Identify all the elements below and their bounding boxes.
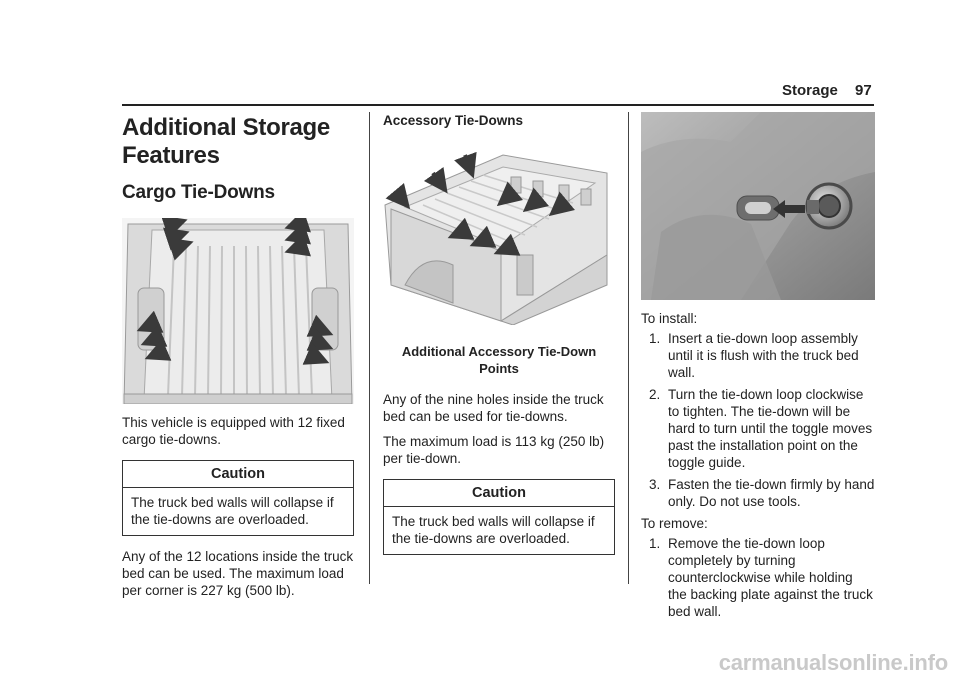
right-column: [641, 112, 875, 625]
figure-caption: Additional Accessory Tie-Down Points: [401, 344, 597, 376]
install-label: To install:: [641, 311, 698, 326]
remove-step: 1. Remove the tie-down loop completely by turning counterclockwise while holding the backing plate against the truck bed wall.: [649, 536, 873, 619]
install-steps: [641, 330, 875, 510]
caution-box: [383, 479, 615, 555]
tie-down-loop-closeup: [641, 112, 875, 300]
left-column: [122, 112, 354, 599]
caution-text: The truck bed walls will collapse if the tie-downs are overloaded.: [131, 495, 334, 527]
caution-title: Caution: [123, 461, 353, 488]
section-heading: Cargo Tie-Downs: [122, 182, 275, 203]
middle-column: [383, 112, 615, 555]
page-number: 97: [855, 82, 872, 99]
page-title: Additional Storage Features: [122, 114, 330, 169]
caution-box: [122, 460, 354, 536]
column-divider: [369, 112, 370, 584]
remove-steps: [641, 535, 875, 620]
page-header: [0, 82, 874, 102]
truck-bed-perspective: [383, 135, 615, 325]
accessory-bed-illustration: [383, 135, 615, 325]
install-step: 1. Insert a tie-down loop assembly until it is flush with the truck bed wall.: [649, 331, 859, 380]
section-title: Storage: [782, 82, 838, 99]
accessory-paragraph-1: Any of the nine holes inside the truck bed can be used for tie-downs.: [383, 392, 604, 424]
accessory-heading: Accessory Tie-Downs: [383, 113, 524, 128]
tie-down-photo: [641, 112, 875, 300]
caution-title: Caution: [384, 480, 614, 507]
header-rule: [122, 104, 874, 106]
body-paragraph: Any of the 12 locations inside the truck bed can be used. The maximum load per corner is 227 kg (500 lb).: [122, 549, 354, 598]
truck-bed-top-view: [122, 218, 354, 404]
install-step: 2. Turn the tie-down loop clockwise to tighten. The tie-down will be hard to turn until the toggle moves past the installation point on the toggle guide.: [649, 387, 873, 470]
cargo-bed-illustration: [122, 218, 354, 404]
column-divider: [628, 112, 629, 584]
accessory-paragraph-2: The maximum load is 113 kg (250 lb) per tie-down.: [383, 434, 605, 466]
remove-label: To remove:: [641, 516, 708, 531]
watermark: carmanualsonline.info: [718, 650, 948, 675]
intro-paragraph: This vehicle is equipped with 12 fixed cargo tie-downs.: [122, 415, 345, 447]
install-step: 3. Fasten the tie-down firmly by hand only. Do not use tools.: [649, 477, 875, 509]
caution-text: The truck bed walls will collapse if the tie-downs are overloaded.: [392, 514, 595, 546]
